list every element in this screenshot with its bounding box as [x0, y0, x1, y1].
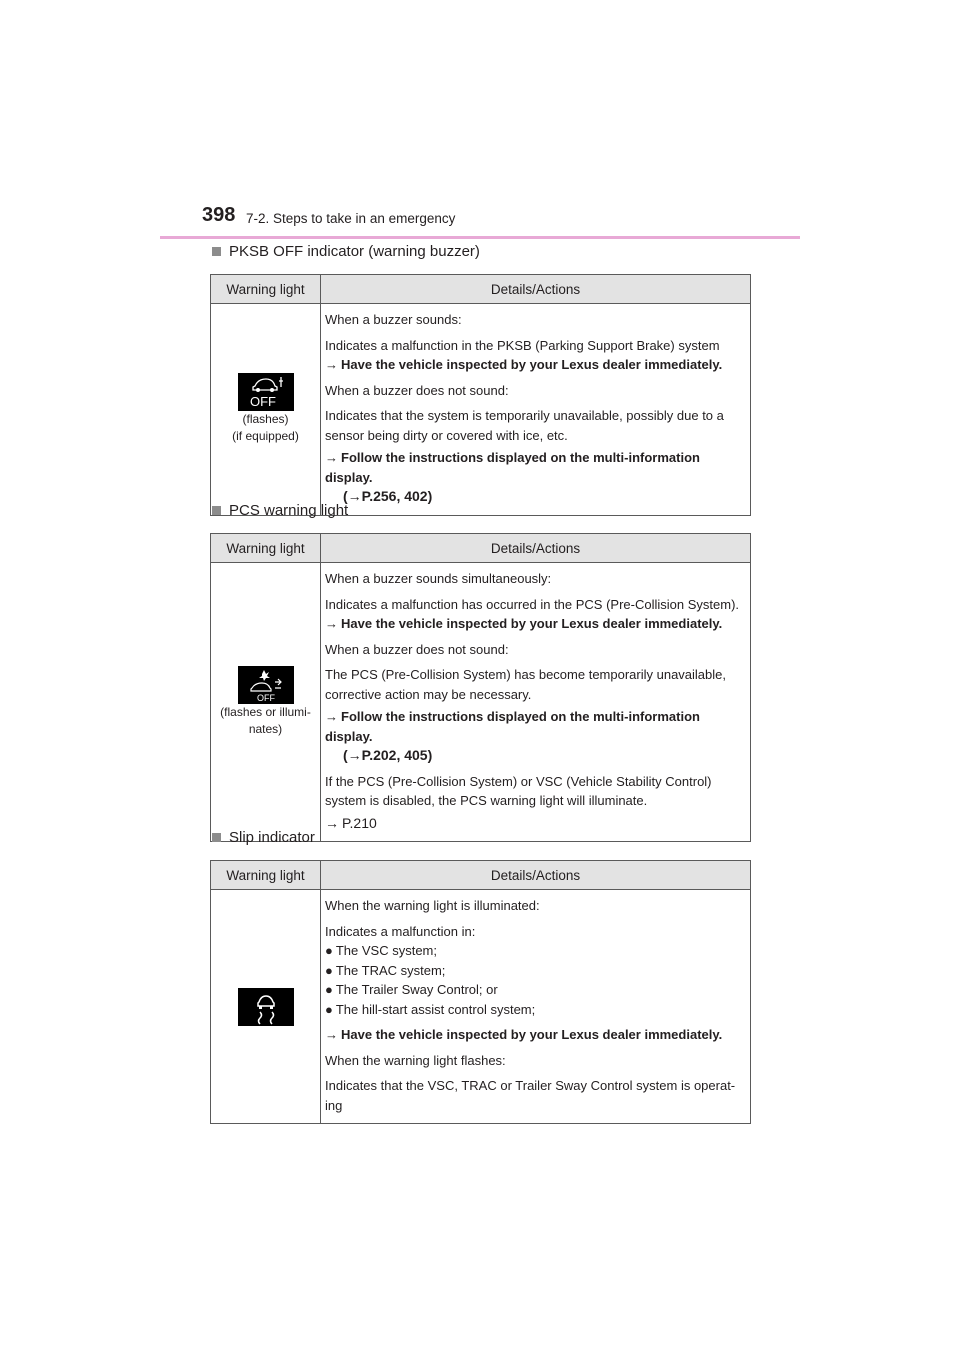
svg-text:OFF: OFF — [249, 394, 276, 410]
arrow-icon: → — [325, 709, 338, 724]
col-details-actions: Details/Actions — [321, 534, 751, 563]
warning-light-cell — [211, 890, 321, 1124]
details-cell: When a buzzer sounds simultaneously: Indicates a malfunction has occurred in the PCS (Pre-Collision System). → Have the vehicle inspected by your Lexus dealer immediately. When a buzzer does not sound: The PCS (Pre-Collision System) has become temporarily unavailable, corrective action may be necessary. → Follow the instructions displayed on the multi-information display. (→P.202, 405) If the PCS (Pre-Collision System) or VSC (Vehicle Stability Control) system is disabled, the PCS warning light will illuminate. → P.210 — [321, 563, 751, 842]
pksb-off-icon — [238, 373, 294, 411]
svg-text:OFF: OFF — [256, 693, 275, 703]
square-bullet-icon — [212, 247, 221, 256]
page-header — [160, 200, 800, 239]
pksb-table — [210, 274, 751, 516]
arrow-icon: → — [325, 616, 338, 631]
section-heading-pcs: PCS warning light — [212, 502, 348, 519]
details-cell: When a buzzer sounds: Indicates a malfunction in the PKSB (Parking Support Brake) system → Have the vehicle inspected by your Lexus dealer immediately. When a buzzer does not sound: Indicates that the system is temporarily unavailable, possibly due to a sensor being dirty or covered with ice, etc. → Follow the instructions displayed on the multi-information display. (→P.256, 402) — [321, 304, 751, 516]
pcs-table — [210, 533, 751, 842]
list-item: ● The hill-start assist control system; — [325, 1000, 746, 1020]
list-item: ● The VSC system; — [325, 941, 746, 961]
arrow-icon: → — [325, 450, 338, 465]
slip-indicator-icon — [238, 988, 294, 1026]
details-cell: When the warning light is illuminated: Indicates a malfunction in: ● The VSC system; ● The TRAC system; ● The Trailer Sway Control; or ● The hill-start assist control system; → Have the vehicle inspected by your Lexus dealer immediately. When the warning light flashes: Indicates that the VSC, TRAC or Trailer Sway Control system is operat-ing — [321, 890, 751, 1124]
section-heading-slip: Slip indicator — [212, 829, 315, 846]
warning-light-cell: OFF (flashes) (if equipped) — [211, 304, 321, 516]
section-heading-pksb: PKSB OFF indicator (warning buzzer) — [212, 243, 480, 260]
arrow-icon: → — [325, 357, 338, 372]
square-bullet-icon — [212, 833, 221, 842]
col-warning-light: Warning light — [211, 275, 321, 304]
square-bullet-icon — [212, 506, 221, 515]
slip-table — [210, 860, 751, 1124]
arrow-icon: → — [325, 814, 339, 831]
page-number: 398 — [202, 204, 236, 226]
warning-light-cell: OFF (flashes or illumi- nates) — [211, 563, 321, 842]
list-item: ● The TRAC system; — [325, 961, 746, 981]
malfunction-list — [325, 941, 746, 1019]
col-warning-light: Warning light — [211, 534, 321, 563]
list-item: ● The Trailer Sway Control; or — [325, 980, 746, 1000]
pcs-off-icon — [238, 666, 294, 704]
arrow-icon: → — [325, 1027, 338, 1042]
col-warning-light: Warning light — [211, 861, 321, 890]
section-title: 7-2. Steps to take in an emergency — [246, 211, 456, 226]
col-details-actions: Details/Actions — [321, 275, 751, 304]
col-details-actions: Details/Actions — [321, 861, 751, 890]
